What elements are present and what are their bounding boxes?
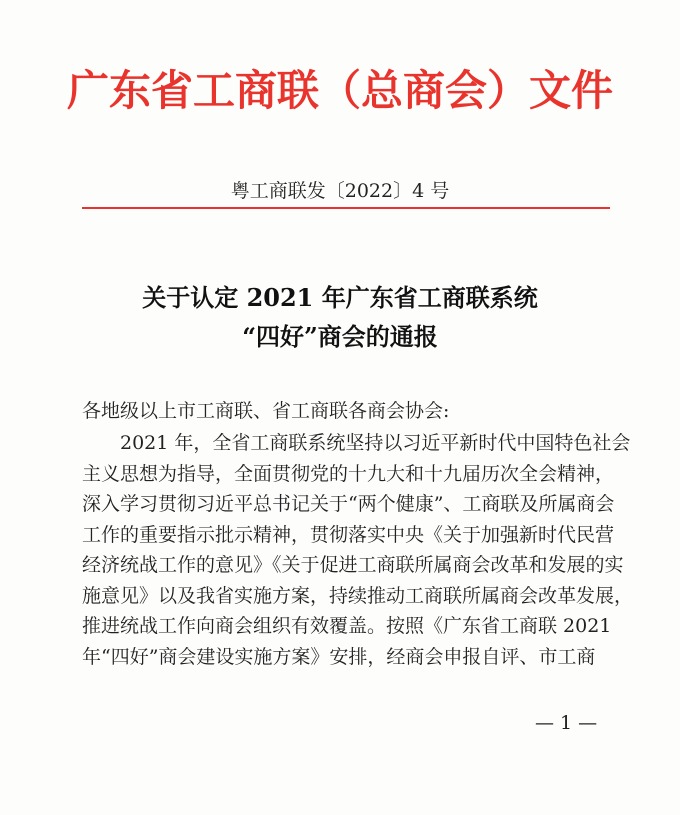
body-line: 工作的重要指示批示精神，贯彻落实中央《关于加强新时代民营 xyxy=(82,523,615,546)
body-line: 年“四好”商会建设实施方案》安排，经商会申报自评、市工商 xyxy=(82,645,596,668)
body-line: 经济统战工作的意见》《关于促进工商联所属商会改革和发展的实 xyxy=(82,554,624,576)
document-header: 广东省工商联（总商会）文件 xyxy=(66,66,613,115)
title-line: “四好”商会的通报 xyxy=(242,322,438,351)
body-line: 2021 年，全省工商联系统坚持以习近平新时代中国特色社会 xyxy=(120,432,631,454)
body-line: 深入学习贯彻习近平总书记关于“两个健康”、工商联及所属商会 xyxy=(82,493,615,515)
document-title xyxy=(0,278,680,356)
body-line: 施意见》以及我省实施方案，持续推动工商联所属商会改革发展， xyxy=(82,584,634,607)
body-line: 推进统战工作向商会组织有效覆盖。按照《广东省工商联 2021 xyxy=(82,615,612,637)
title-line: 关于认定 2021 年广东省工商联系统 xyxy=(142,283,538,312)
red-divider xyxy=(82,207,610,209)
document-number: 粤工商联发〔2022〕4 号 xyxy=(230,180,450,202)
addressee: 各地级以上市工商联、省工商联各商会协会: xyxy=(82,400,450,422)
body-line: 主义思想为指导，全面贯彻党的十九大和十九届历次全会精神， xyxy=(82,462,615,485)
page-number: — 1 — xyxy=(535,712,598,734)
body-paragraph xyxy=(82,428,634,672)
